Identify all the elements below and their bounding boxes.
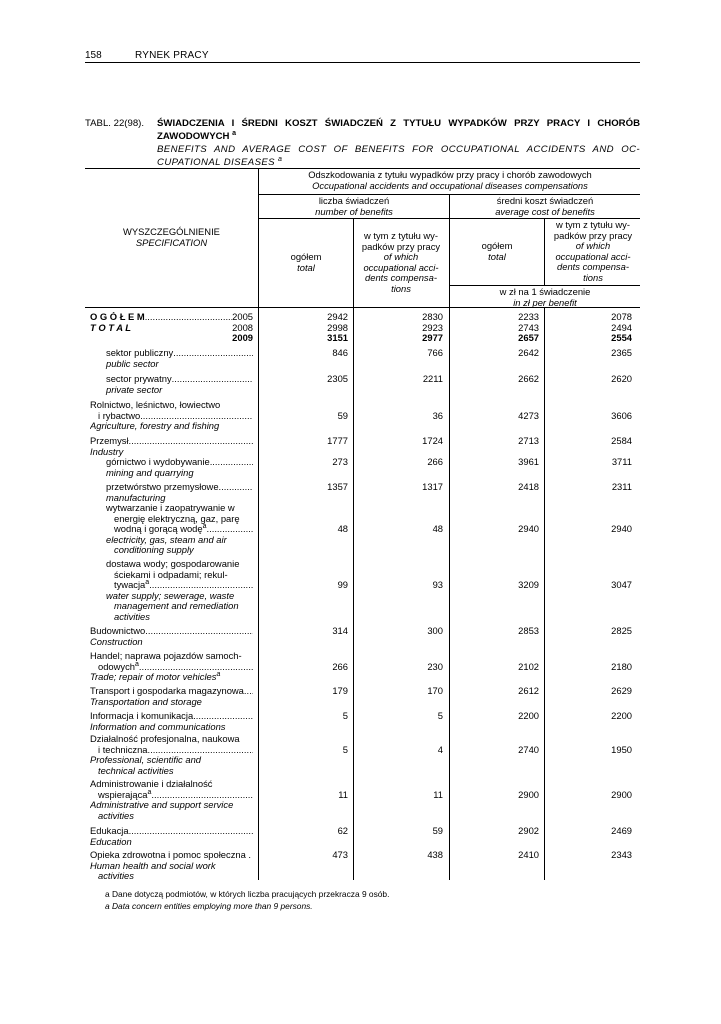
table-row-label: sector prywatny ..... private sector xyxy=(90,374,253,395)
table-cell-value: 266 xyxy=(427,456,443,467)
col-total-cost: ogółem total xyxy=(481,240,513,262)
table-cell-value: 1777 xyxy=(327,435,348,446)
table-cell-value: 2853 xyxy=(518,625,539,636)
table-cell-value: 473 xyxy=(332,849,348,860)
footnote-pl: a Dane dotyczą podmiotów, w których liczba pracujących przekracza 9 osób. xyxy=(105,889,390,899)
table-cell-value: 170 xyxy=(427,685,443,696)
total-row-2005: O G Ó Ł E M ..... 2005 xyxy=(90,312,253,323)
table-cell-value: 179 xyxy=(332,685,348,696)
table-cell-value: 1724 xyxy=(422,435,443,446)
table-row-label: Informacja i komunikacja ..... Information and communications xyxy=(90,711,253,732)
table-cell-value: 846 xyxy=(332,347,348,358)
table-cell-value: 3961 xyxy=(518,456,539,467)
table-row-label: przetwórstwo przemysłowe ..... manufacturing xyxy=(90,482,253,503)
col-divider-3-bottom xyxy=(544,307,545,880)
table-cell-value: 11 xyxy=(433,788,443,800)
total-value: 3151 xyxy=(327,332,348,344)
stub-heading: WYSZCZEGÓLNIENIE SPECIFICATION xyxy=(123,226,220,248)
table-cell-value: 2200 xyxy=(518,710,539,721)
table-cell-value: 2418 xyxy=(518,481,539,492)
table-cell-value: 59 xyxy=(432,825,443,836)
table-cell-value: 2584 xyxy=(611,435,632,446)
table-cell-value: 273 xyxy=(332,456,348,467)
table-cell-value: 3606 xyxy=(611,409,632,421)
table-row-label: Przemysł ..... Industry xyxy=(90,436,253,457)
running-title: RYNEK PRACY xyxy=(135,50,209,61)
stub-divider xyxy=(258,168,259,880)
table-cell-value: 36 xyxy=(432,409,443,421)
subheading-number: liczba świadczeń number of benefits xyxy=(315,195,393,217)
total-label-block xyxy=(90,312,253,344)
total-value: 2830 xyxy=(422,311,443,322)
table-cell-value: 5 xyxy=(342,743,348,755)
table-row-label: Budownictwo ..... Construction xyxy=(90,626,253,647)
table-row-label: wytwarzanie i zaopatrywanie w energię elektryczną, gaz, parę wodną i gorącą wodę$^a$ ..... electricity, gas, steam and air conditioning supply xyxy=(90,503,253,556)
table-cell-value: 2102 xyxy=(518,660,539,672)
table-cell-value: 2343 xyxy=(611,849,632,860)
total-value: 2942 xyxy=(327,311,348,322)
total-value: 2977 xyxy=(422,332,443,344)
table-cell-value: 2620 xyxy=(611,373,632,384)
title-pl-line2: ZAWODOWYCH $^a$ xyxy=(157,129,237,142)
table-cell-value: 59 xyxy=(337,409,348,421)
table-cell-value: 2469 xyxy=(611,825,632,836)
table-row-label: Opieka zdrowotna i pomoc społeczna . Human health and social work activities xyxy=(90,850,252,882)
table-cell-value: 2629 xyxy=(611,685,632,696)
table-cell-value: 2940 xyxy=(518,523,539,535)
total-row-2008: T O T A L 2008 xyxy=(90,322,253,333)
table-cell-value: 2211 xyxy=(422,373,443,384)
table-cell-value: 230 xyxy=(427,660,443,672)
table-cell-value: 300 xyxy=(427,625,443,636)
table-row-label: Transport i gospodarka magazynowa ..... Transportation and storage xyxy=(90,686,253,707)
footnote-en: a Data concern entities employing more than 9 persons. xyxy=(105,901,313,911)
title-pl-line1: ŚWIADCZENIA I ŚREDNI KOSZT ŚWIADCZEŃ Z TYTUŁU WYPADKÓW PRZY PRACY I CHORÓB xyxy=(157,118,640,129)
table-cell-value: 99 xyxy=(337,579,348,591)
table-cell-value: 2900 xyxy=(611,788,632,800)
table-cell-value: 2900 xyxy=(518,788,539,800)
table-cell-value: 1317 xyxy=(422,481,443,492)
total-value: 2998 xyxy=(327,321,348,333)
total-value: 2657 xyxy=(518,332,539,344)
table-cell-value: 2612 xyxy=(518,685,539,696)
table-row-label: Edukacja ..... Education xyxy=(90,826,253,847)
table-row-label: Handel; naprawa pojazdów samoch- odowych$^a$ ..... Trade; repair of motor vehicles$^a$ xyxy=(90,651,253,683)
table-row-label: sektor publiczny ..... public sector xyxy=(90,348,253,369)
table-cell-value: 2200 xyxy=(611,710,632,721)
col-divider-1 xyxy=(353,218,354,880)
table-row-label: Administrowanie i działalność wspierająca$^a$ ..... Administrative and support service activities xyxy=(90,779,253,821)
table-cell-value: 2940 xyxy=(611,523,632,535)
table-cell-value: 2180 xyxy=(611,660,632,672)
title-en-line1: BENEFITS AND AVERAGE COST OF BENEFITS FOR OCCUPATIONAL ACCIDENTS AND OC- xyxy=(157,144,640,155)
table-cell-value: 3047 xyxy=(611,579,632,591)
table-row-label: Rolnictwo, leśnictwo, łowiectwo i rybactwo ..... Agriculture, forestry and fishing xyxy=(90,400,253,432)
table-cell-value: 2311 xyxy=(611,481,632,492)
total-value: 2743 xyxy=(518,321,539,333)
table-cell-value: 766 xyxy=(427,347,443,358)
table-cell-value: 4 xyxy=(437,743,443,755)
total-value: 2233 xyxy=(518,311,539,322)
total-value: 2078 xyxy=(611,311,632,322)
col-divider-2 xyxy=(449,194,450,880)
table-cell-value: 2662 xyxy=(518,373,539,384)
table-cell-value: 1357 xyxy=(327,481,348,492)
table-cell-value: 48 xyxy=(337,523,348,535)
table-cell-value: 3711 xyxy=(611,456,632,467)
table-cell-value: 11 xyxy=(338,788,348,800)
table-row-label: górnictwo i wydobywanie ..... mining and quarrying xyxy=(90,457,253,478)
table-cell-value: 62 xyxy=(337,825,348,836)
table-cell-value: 2825 xyxy=(611,625,632,636)
title-en-line2: CUPATIONAL DISEASES $^a$ xyxy=(157,155,283,168)
table-cell-value: 266 xyxy=(332,660,348,672)
table-cell-value: 3209 xyxy=(518,579,539,591)
table-cell-value: 314 xyxy=(332,625,348,636)
table-cell-value: 2740 xyxy=(518,743,539,755)
table-row-label: Działalność profesjonalna, naukowa i techniczna ..... Professional, scientific and technical activities xyxy=(90,734,253,776)
unit-heading: w zł na 1 świadczenie in zł per benefit xyxy=(499,286,591,308)
group-heading: Odszkodowania z tytułu wypadków przy pracy i chorób zawodowych Occupational accidents and occupational diseases compensations xyxy=(308,169,592,191)
table-cell-value: 2305 xyxy=(327,373,348,384)
col-of-which-cost: w tym z tytułu wy- padków przy pracy of which occupational acci- dents compensa- tions xyxy=(553,219,633,283)
page-number: 158 xyxy=(85,50,102,61)
total-row-2009: 2009 xyxy=(232,333,253,344)
col-total-number: ogółem total xyxy=(290,251,322,273)
header-rule xyxy=(85,62,640,63)
table-cell-value: 93 xyxy=(432,579,443,591)
table-cell-value: 1950 xyxy=(611,743,632,755)
table-cell-value: 2713 xyxy=(518,435,539,446)
table-cell-value: 2642 xyxy=(518,347,539,358)
subheading-average-cost: średni koszt świadczeń average cost of benefits xyxy=(495,195,595,217)
total-value: 2494 xyxy=(611,321,632,333)
total-value: 2554 xyxy=(611,332,632,344)
table-cell-value: 2902 xyxy=(518,825,539,836)
table-number: TABL. 22(98). xyxy=(85,118,145,129)
table-cell-value: 2410 xyxy=(518,849,539,860)
table-cell-value: 5 xyxy=(342,710,348,721)
col-divider-3-top xyxy=(544,218,545,285)
table-row-label: dostawa wody; gospodarowanie ściekami i odpadami; rekul- tywacja$^a$ ..... water supply; sewerage, waste management and remediation activities xyxy=(90,559,253,623)
table-cell-value: 2365 xyxy=(611,347,632,358)
total-value: 2923 xyxy=(422,321,443,333)
table-cell-value: 5 xyxy=(437,710,443,721)
col-of-which-number: w tym z tytułu wy- padków przy pracy of which occupational acci- dents compensa- tions xyxy=(361,230,441,294)
table-cell-value: 4273 xyxy=(518,409,539,421)
table-cell-value: 438 xyxy=(427,849,443,860)
table-cell-value: 48 xyxy=(432,523,443,535)
